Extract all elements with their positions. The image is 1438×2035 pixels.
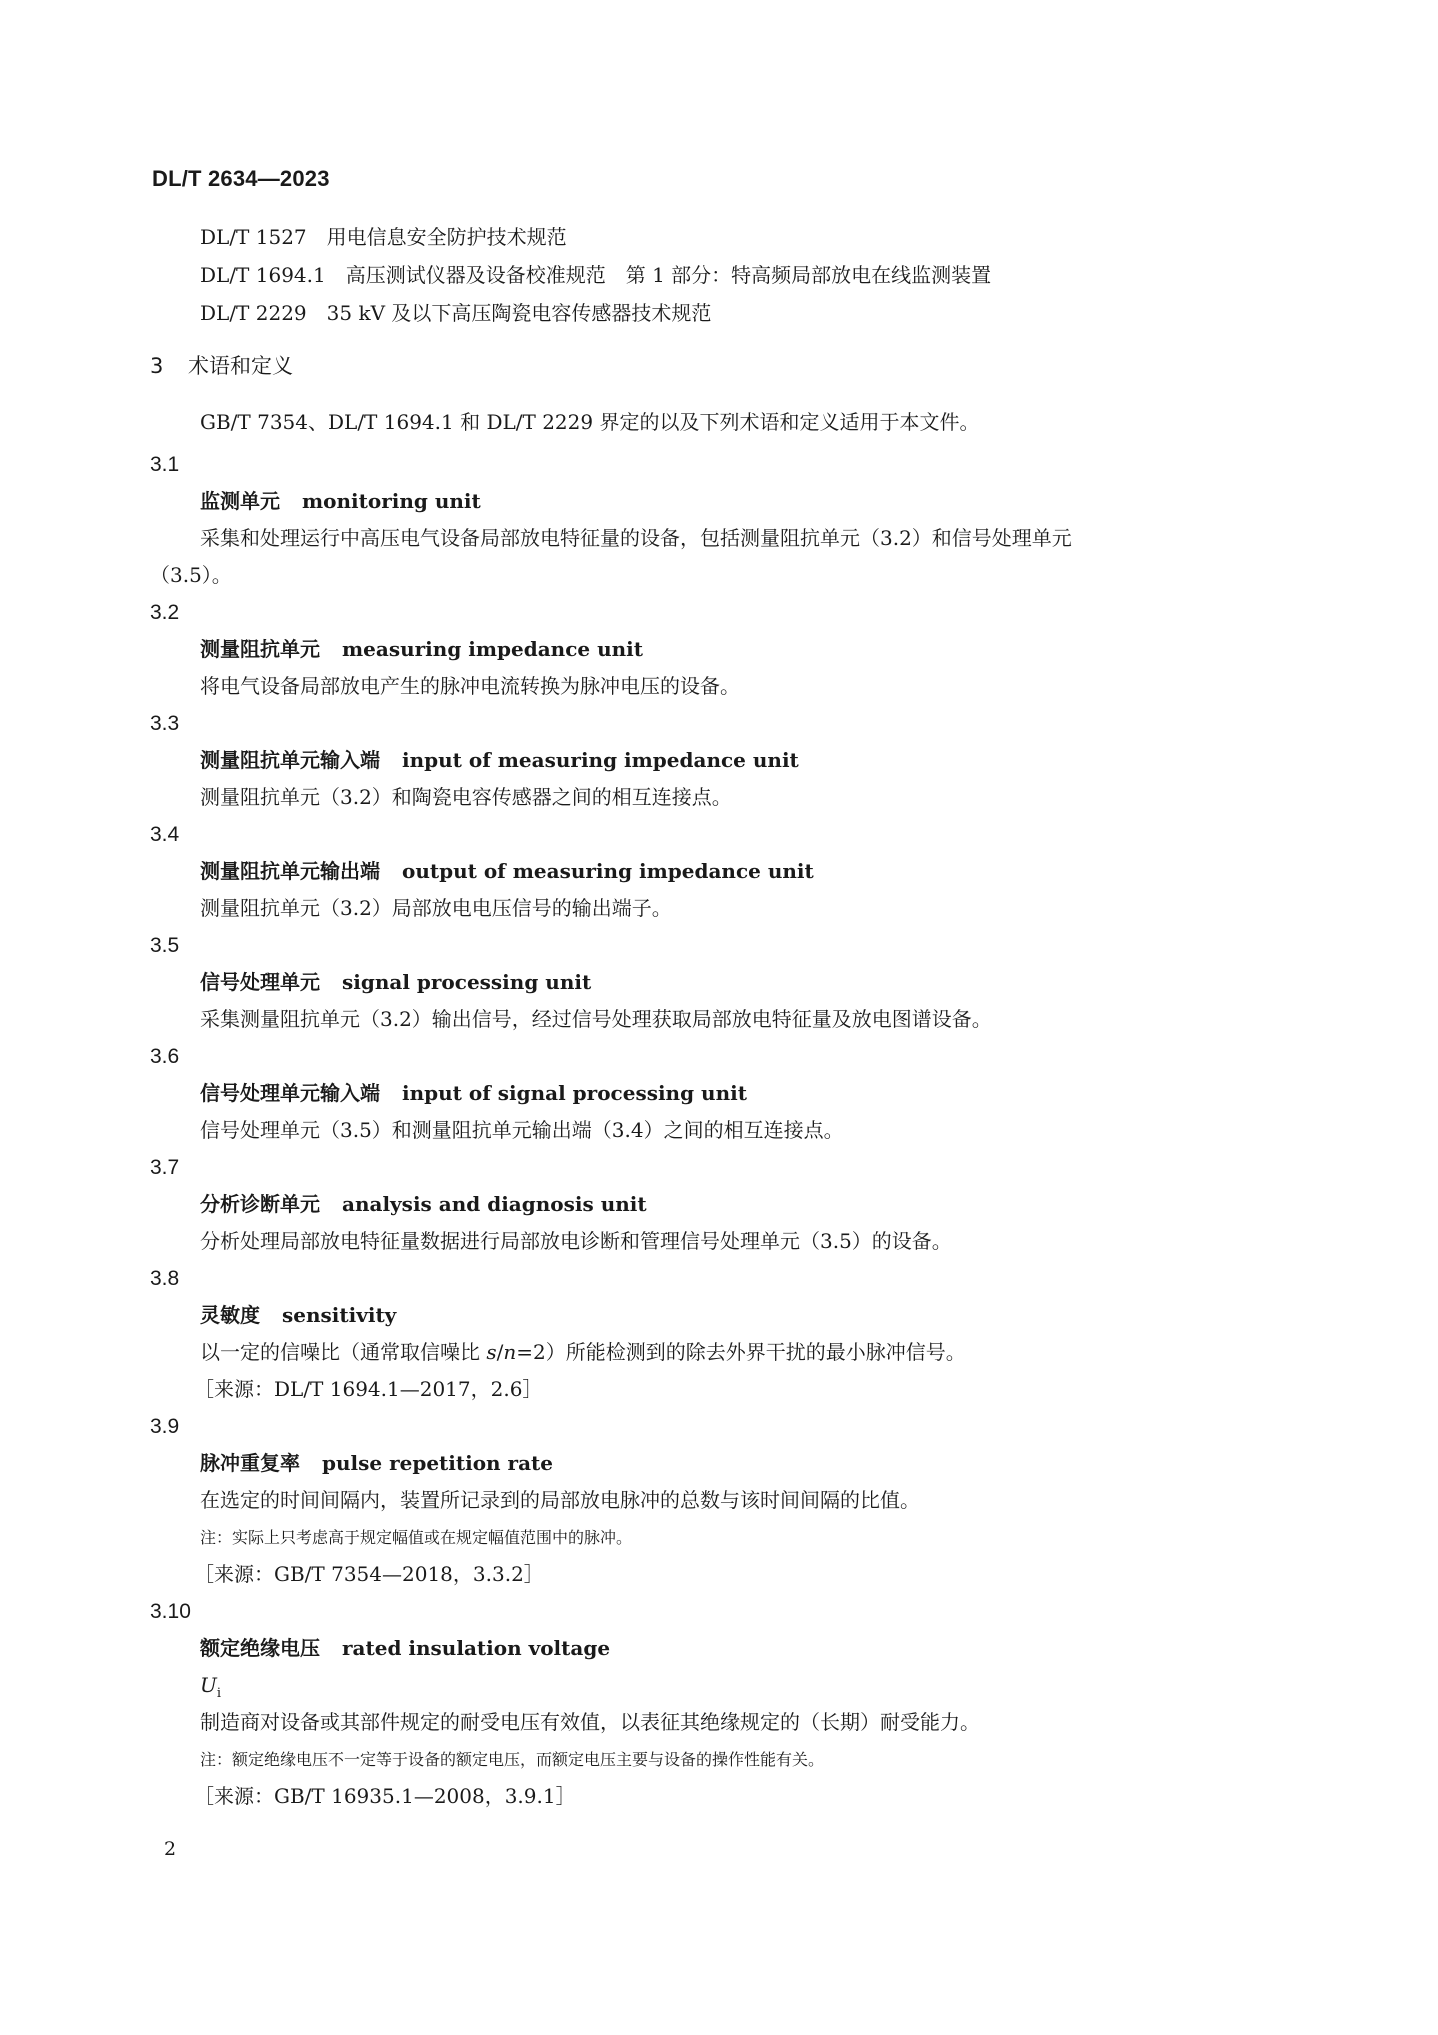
variable-s: s	[486, 1340, 497, 1364]
term-title	[150, 1075, 1300, 1112]
term-entry	[150, 1149, 1300, 1260]
section-intro: GB/T 7354、DL/T 1694.1 和 DL/T 2229 界定的以及下列术语和定义适用于本文件。	[200, 410, 980, 434]
term-note: 注：实际上只考虑高于规定幅值或在规定幅值范围中的脉冲。	[200, 1528, 633, 1547]
term-name-en: input of signal processing unit	[402, 1081, 747, 1105]
term-definition: 将电气设备局部放电产生的脉冲电流转换为脉冲电压的设备。	[200, 674, 740, 698]
term-definition: 在选定的时间间隔内，装置所记录到的局部放电脉冲的总数与该时间间隔的比值。	[200, 1488, 920, 1512]
reference-title: 35 kV 及以下高压陶瓷电容传感器技术规范	[326, 301, 712, 325]
term-number: 3.10	[150, 1600, 191, 1623]
term-name-en: measuring impedance unit	[342, 637, 644, 661]
term-name-zh: 测量阻抗单元输出端	[200, 859, 380, 883]
section-heading	[150, 350, 293, 380]
term-name-en: rated insulation voltage	[342, 1636, 611, 1660]
term-entry	[150, 446, 1300, 594]
term-entry	[150, 705, 1300, 816]
term-name-en: analysis and diagnosis unit	[342, 1192, 647, 1216]
term-definition: 测量阻抗单元（3.2）和陶瓷电容传感器之间的相互连接点。	[200, 785, 732, 809]
term-title	[150, 742, 1300, 779]
definition-text: 以一定的信噪比（通常取信噪比	[200, 1340, 487, 1364]
term-number: 3.4	[150, 823, 180, 846]
term-entry	[150, 816, 1300, 927]
term-name-zh: 测量阻抗单元输入端	[200, 748, 380, 772]
term-title	[150, 1445, 1300, 1482]
term-title	[150, 483, 1300, 520]
term-title	[150, 1630, 1300, 1667]
term-name-en: sensitivity	[282, 1303, 397, 1327]
term-number: 3.5	[150, 934, 180, 957]
term-name-zh: 灵敏度	[200, 1303, 260, 1327]
term-definition	[150, 1334, 1300, 1371]
section-number: 3	[150, 354, 164, 378]
term-number: 3.7	[150, 1156, 180, 1179]
term-entry	[150, 1260, 1300, 1408]
term-entry	[150, 1593, 1300, 1815]
term-definition: 分析处理局部放电特征量数据进行局部放电诊断和管理信号处理单元（3.5）的设备。	[200, 1229, 952, 1253]
symbol-main: U	[200, 1673, 217, 1697]
slash: /	[496, 1340, 504, 1364]
term-name-zh: 信号处理单元	[200, 970, 320, 994]
term-name-zh: 信号处理单元输入端	[200, 1081, 380, 1105]
term-definition-line: （3.5）。	[150, 563, 232, 587]
term-name-zh: 脉冲重复率	[200, 1451, 300, 1475]
term-source: ［来源：GB/T 16935.1—2008，3.9.1］	[194, 1784, 576, 1808]
term-entry	[150, 1408, 1300, 1593]
term-source: ［来源：DL/T 1694.1—2017，2.6］	[194, 1377, 543, 1401]
reference-item	[200, 294, 1300, 332]
term-definition: 测量阻抗单元（3.2）局部放电电压信号的输出端子。	[200, 896, 672, 920]
term-name-zh: 测量阻抗单元	[200, 637, 320, 661]
term-definition: 采集测量阻抗单元（3.2）输出信号，经过信号处理获取局部放电特征量及放电图谱设备。	[200, 1007, 992, 1031]
term-number: 3.8	[150, 1267, 180, 1290]
term-title	[150, 631, 1300, 668]
reference-code: DL/T 2229	[200, 301, 307, 325]
variable-n: n	[503, 1340, 517, 1364]
term-symbol	[150, 1667, 1300, 1704]
term-title	[150, 853, 1300, 890]
term-name-en: pulse repetition rate	[322, 1451, 554, 1475]
term-definition-line: 采集和处理运行中高压电气设备局部放电特征量的设备，包括测量阻抗单元（3.2）和信号处理单元	[200, 526, 1072, 550]
term-number: 3.2	[150, 601, 180, 624]
term-number: 3.1	[150, 453, 180, 476]
reference-item	[200, 218, 1300, 256]
term-name-en: signal processing unit	[342, 970, 592, 994]
normative-references-list	[200, 218, 1300, 332]
definition-text: =2）所能检测到的除去外界干扰的最小脉冲信号。	[516, 1340, 966, 1364]
terms-list	[150, 446, 1300, 1815]
term-title	[150, 1297, 1300, 1334]
term-entry	[150, 594, 1300, 705]
term-note: 注：额定绝缘电压不一定等于设备的额定电压，而额定电压主要与设备的操作性能有关。	[200, 1750, 825, 1769]
term-number: 3.6	[150, 1045, 180, 1068]
term-entry	[150, 927, 1300, 1038]
term-number: 3.3	[150, 712, 180, 735]
term-title	[150, 1186, 1300, 1223]
term-name-zh: 额定绝缘电压	[200, 1636, 320, 1660]
term-source: ［来源：GB/T 7354—2018，3.3.2］	[194, 1562, 544, 1586]
reference-item	[200, 256, 1300, 294]
term-definition: 信号处理单元（3.5）和测量阻抗单元输出端（3.4）之间的相互连接点。	[200, 1118, 844, 1142]
term-entry	[150, 1038, 1300, 1149]
term-name-zh: 监测单元	[200, 489, 280, 513]
reference-title: 高压测试仪器及设备校准规范 第 1 部分：特高频局部放电在线监测装置	[345, 263, 992, 287]
section-title: 术语和定义	[188, 354, 293, 378]
term-name-en: input of measuring impedance unit	[402, 748, 799, 772]
term-title	[150, 964, 1300, 1001]
reference-code: DL/T 1527	[200, 225, 307, 249]
term-name-en: output of measuring impedance unit	[402, 859, 814, 883]
reference-code: DL/T 1694.1	[200, 263, 326, 287]
term-definition	[150, 520, 1250, 594]
term-name-en: monitoring unit	[302, 489, 481, 513]
term-definition: 制造商对设备或其部件规定的耐受电压有效值，以表征其绝缘规定的（长期）耐受能力。	[200, 1710, 980, 1734]
reference-title: 用电信息安全防护技术规范	[326, 225, 567, 249]
term-name-zh: 分析诊断单元	[200, 1192, 320, 1216]
document-code-header: DL/T 2634—2023	[152, 166, 330, 191]
page-number: 2	[164, 1838, 177, 1860]
term-number: 3.9	[150, 1415, 180, 1438]
symbol-subscript: i	[216, 1686, 222, 1701]
